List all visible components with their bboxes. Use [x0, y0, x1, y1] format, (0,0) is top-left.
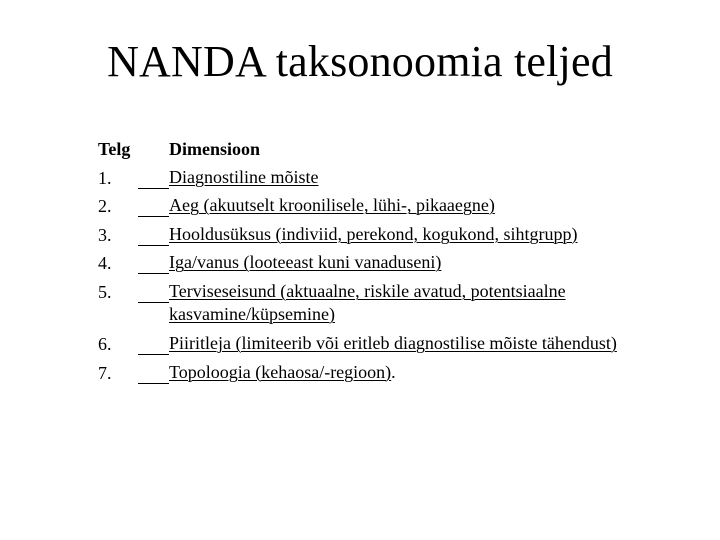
row-suffix: .: [391, 361, 396, 382]
row-number: 7.: [98, 362, 112, 383]
row-dimension: Iga/vanus (looteeast kuni vanaduseni): [169, 252, 442, 273]
table-row: [98, 250, 698, 279]
row-dimension: Terviseseisund (aktuaalne, riskile avatud, potentsiaalne kasvamine/küpsemine): [169, 280, 566, 324]
header-dimension: Dimensioon: [169, 139, 261, 159]
row-dimension: Aeg (akuutselt kroonilisele, lühi-, pikaaegne): [169, 195, 495, 216]
leader-line: [138, 245, 169, 246]
leader-line: [138, 216, 169, 217]
row-number: 2.: [98, 196, 112, 217]
leader-line: [138, 354, 169, 355]
row-number: 3.: [98, 224, 112, 245]
row-number: 6.: [98, 333, 112, 354]
table-header: [98, 136, 698, 165]
row-dimension: Topoloogia (kehaosa/-regioon): [169, 361, 392, 382]
leader-line: [138, 188, 169, 189]
row-number: 1.: [98, 167, 112, 188]
table-row: [98, 360, 698, 389]
row-dimension: Hooldusüksus (indiviid, perekond, kogukond, sihtgrupp): [169, 223, 578, 244]
row-number: 4.: [98, 253, 112, 274]
table-row: [98, 331, 698, 360]
leader-line: [138, 302, 169, 303]
row-number: 5.: [98, 281, 112, 302]
table-row: [98, 279, 698, 331]
row-dimension-wrapper: [169, 360, 689, 384]
leader-line: [138, 383, 169, 384]
row-dimension: Piiritleja (limiteerib või eritleb diagnostilise mõiste tähendust): [169, 332, 617, 353]
taxonomy-table: [98, 136, 698, 388]
leader-line: [138, 273, 169, 274]
row-dimension: Diagnostiline mõiste: [169, 166, 319, 187]
header-axis: Telg: [98, 139, 131, 159]
table-row: [98, 193, 698, 222]
table-row: [98, 165, 698, 194]
table-row: [98, 222, 698, 251]
slide-title: NANDA taksonoomia teljed: [107, 37, 613, 86]
